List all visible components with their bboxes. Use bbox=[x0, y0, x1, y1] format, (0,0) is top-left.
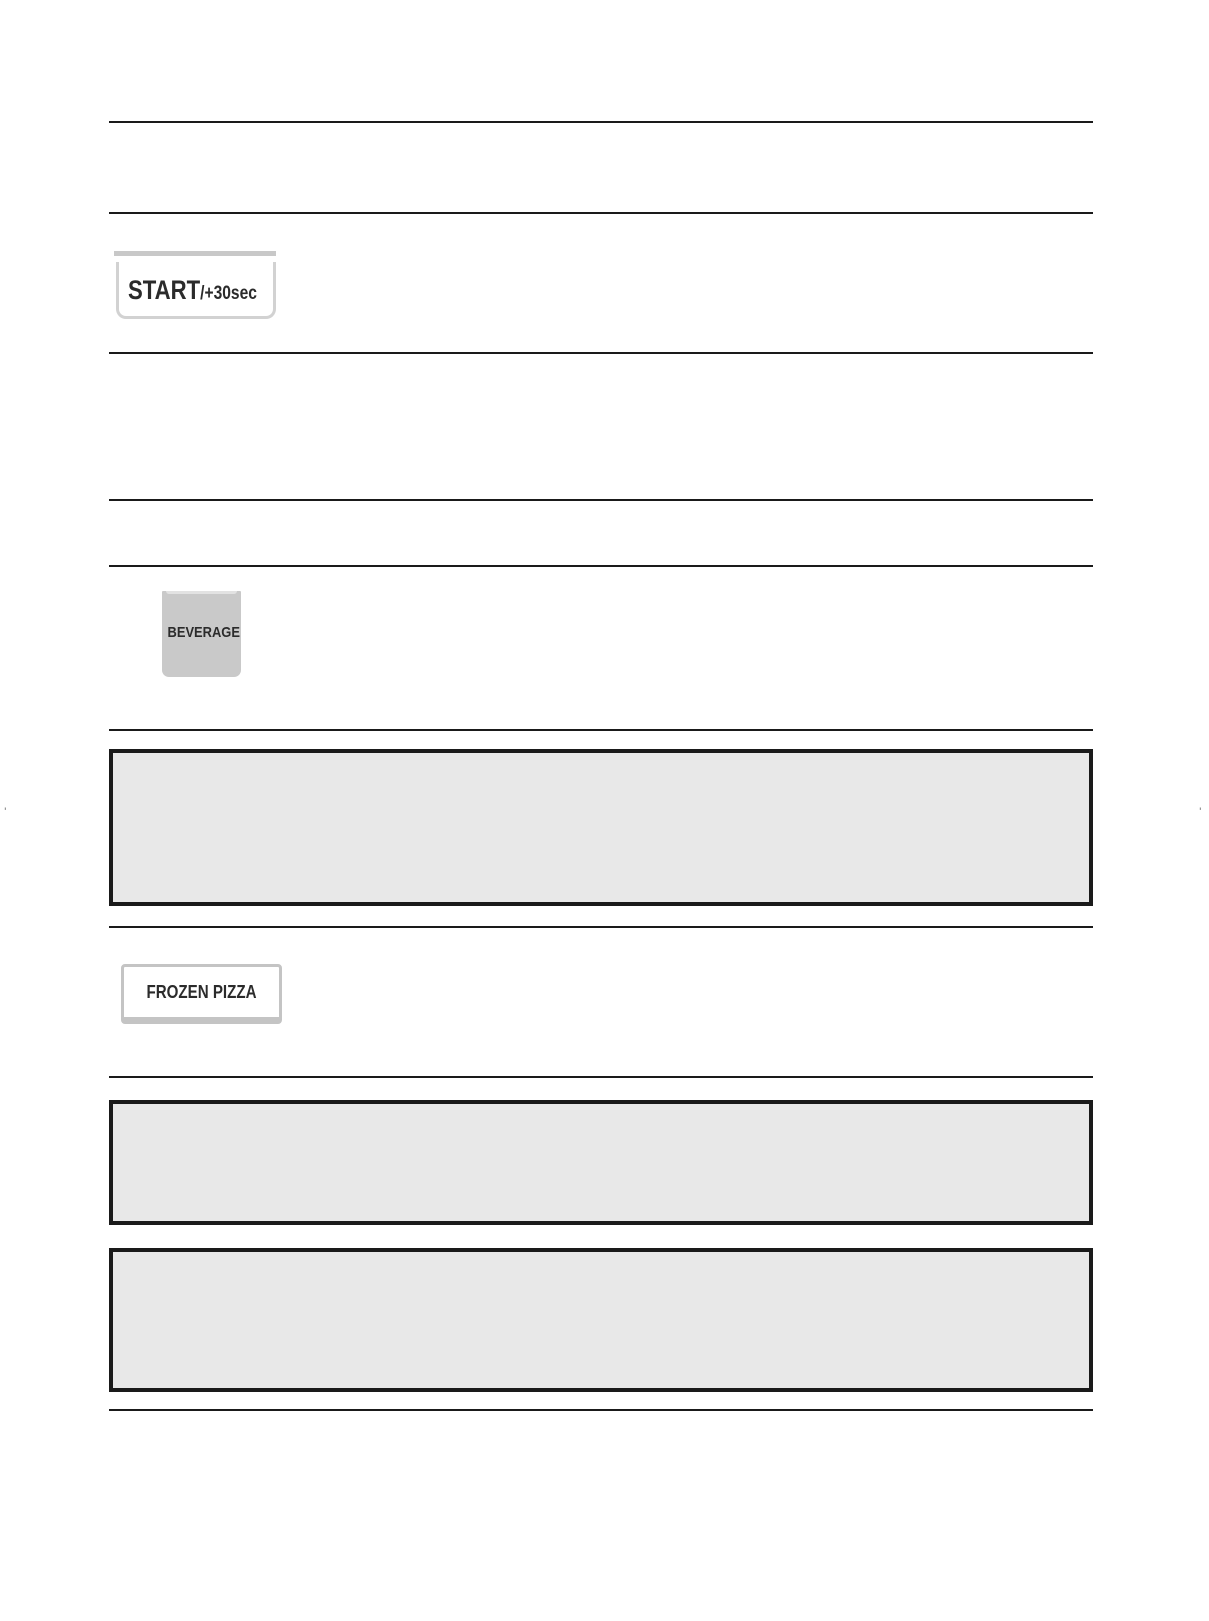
key-top-bar bbox=[114, 251, 276, 256]
crop-mark-left: ' bbox=[4, 807, 7, 817]
start-key-label bbox=[128, 275, 257, 306]
note-box bbox=[109, 1100, 1093, 1225]
frozen-pizza-key-icon bbox=[121, 964, 282, 1024]
start-key-main-text: START bbox=[128, 275, 201, 305]
section-rule bbox=[109, 565, 1093, 567]
note-box bbox=[109, 1248, 1093, 1392]
start-30sec-key-icon bbox=[114, 251, 276, 320]
beverage-key-label: BEVERAGE bbox=[167, 624, 240, 641]
crop-mark-right: ' bbox=[1199, 807, 1202, 817]
start-key-sub-text: /+30sec bbox=[200, 283, 257, 304]
note-box bbox=[109, 749, 1093, 906]
section-rule bbox=[109, 729, 1093, 731]
section-rule bbox=[109, 1076, 1093, 1078]
section-rule bbox=[109, 1409, 1093, 1411]
section-rule bbox=[109, 121, 1093, 123]
key-notch bbox=[166, 591, 237, 594]
section-rule bbox=[109, 926, 1093, 928]
beverage-key-icon bbox=[162, 591, 241, 677]
section-rule bbox=[109, 212, 1093, 214]
section-rule bbox=[109, 499, 1093, 501]
section-rule bbox=[109, 352, 1093, 354]
frozen-pizza-key-label: FROZEN PIZZA bbox=[146, 982, 257, 1002]
